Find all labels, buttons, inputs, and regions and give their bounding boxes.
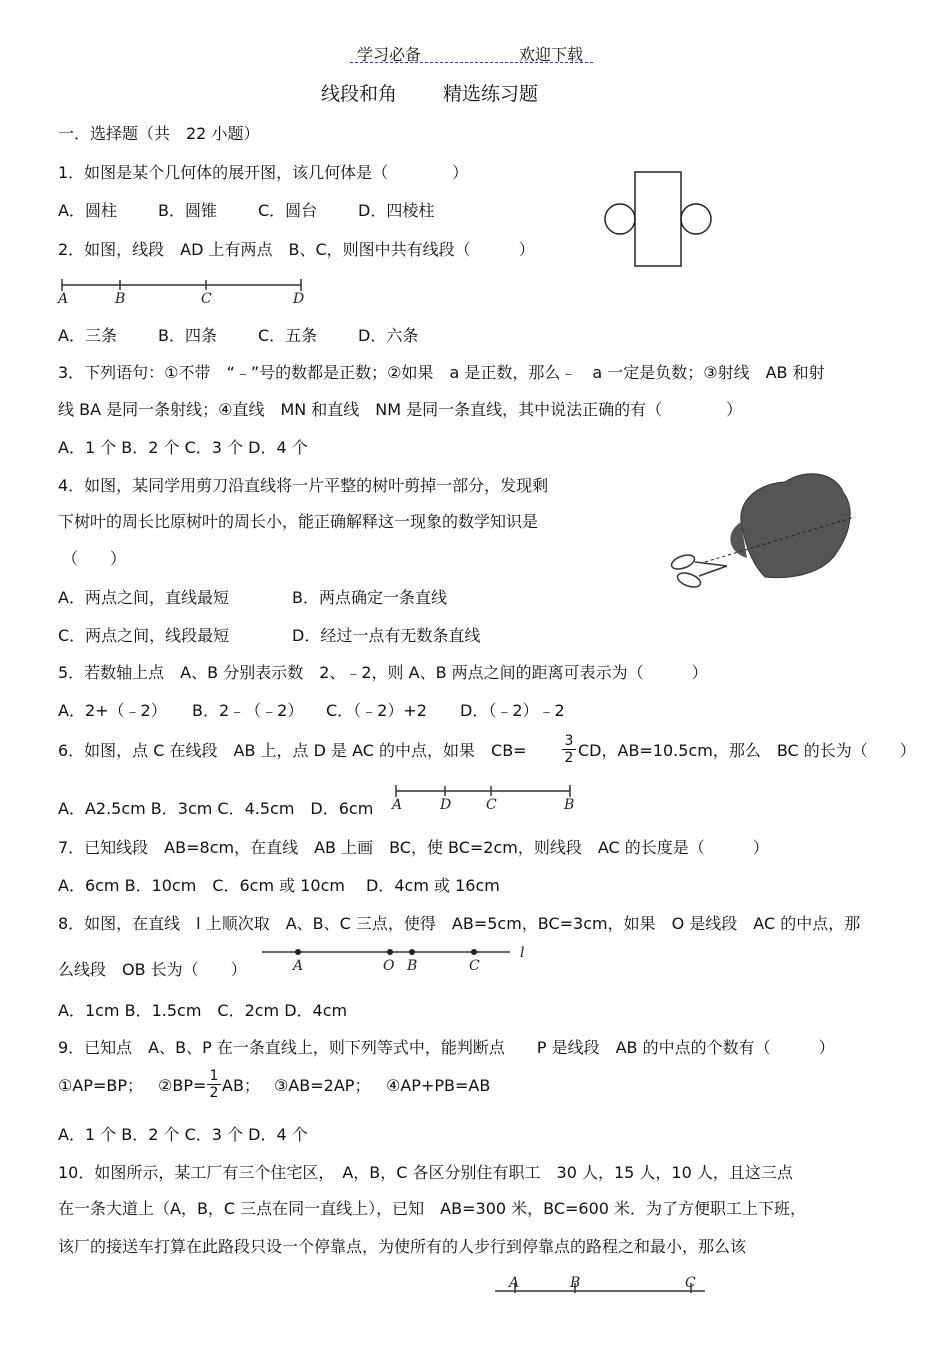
q2-label-d: D	[293, 291, 305, 307]
q4-option-b: B．两点确定一条直线	[292, 588, 447, 607]
q9-condition-4: ④AP+PB=AB	[386, 1076, 491, 1095]
q8-options: A．1cm B．1.5cm C．2cm D．4cm	[58, 1001, 348, 1020]
q8-label-l: l	[520, 945, 525, 961]
q8-label-o: O	[383, 958, 395, 974]
q9-options: A．1 个 B．2 个 C．3 个 D．4 个	[58, 1125, 308, 1144]
header-divider	[350, 62, 593, 63]
q3-line2: 线 BA 是同一条射线；④直线 MN 和直线 NM 是同一条直线，其中说法正确的有（ ）	[58, 400, 743, 419]
q3-line1: 3．下列语句：①不带 “﹣”号的数都是正数；②如果 a 是正数，那么﹣ a 一定是负数；③射线 AB 和射	[58, 363, 825, 382]
q9-stem: 9．已知点 A、B、P 在一条直线上，则下列等式中，能判断点 P 是线段 AB 的中点的个数有（ ）	[58, 1038, 835, 1057]
q4-line3: （ ）	[62, 549, 127, 568]
q1-option-c: C．圆台	[258, 201, 318, 220]
q6-fraction	[562, 733, 576, 766]
q6-options: A．A2.5cm B．3cm C．4.5cm D．6cm	[58, 799, 374, 818]
q10-road-figure	[493, 1275, 713, 1300]
q2-stem: 2．如图，线段 AD 上有两点 B、C，则图中共有线段（ ）	[58, 240, 535, 259]
q9-condition-1: ①AP=BP；	[58, 1076, 143, 1095]
q2-segment-figure	[58, 278, 308, 308]
q8-line2: 么线段 OB 长为（ ）	[58, 960, 247, 979]
q10-line1: 10．如图所示，某工厂有三个住宅区， A，B，C 各区分别住有职工 30 人，15 人，10 人，且这三点	[58, 1163, 793, 1182]
q1-option-d: D．四棱柱	[358, 201, 435, 220]
q5-option-c: C．（﹣2）+2	[326, 701, 427, 720]
q7-stem: 7．已知线段 AB=8cm，在直线 AB 上画 BC，使 BC=2cm，则线段 AC 的长度是（ ）	[58, 838, 769, 857]
q8-line-figure	[262, 938, 542, 976]
q2-option-d: D．六条	[358, 326, 419, 345]
q1-option-b: B．圆锥	[158, 201, 217, 220]
q6-stem-a: 6．如图，点 C 在线段 AB 上，点 D 是 AC 的中点，如果 CB=	[58, 741, 527, 760]
q2-option-a: A．三条	[58, 326, 117, 345]
q10-label-b: B	[570, 1275, 581, 1291]
q2-label-b: B	[115, 291, 126, 307]
q6-label-b: B	[564, 797, 575, 813]
header-right: 欢迎下载	[519, 45, 584, 64]
q2-label-a: A	[58, 291, 69, 307]
q4-line2: 下树叶的周长比原树叶的周长小，能正确解释这一现象的数学知识是	[58, 512, 539, 531]
q4-option-a: A．两点之间，直线最短	[58, 588, 229, 607]
section-heading: 一．选择题（共 22 小题）	[58, 124, 260, 143]
q9-fraction-num: 1	[209, 1068, 219, 1084]
q10-line2: 在一条大道上（A，B，C 三点在同一直线上），已知 AB=300 米，BC=600 米．为了方便职工上下班，	[58, 1199, 807, 1218]
q6-label-a: A	[392, 797, 403, 813]
q1-stem: 1．如图是某个几何体的展开图，该几何体是（ ）	[58, 163, 469, 182]
q9-condition-2a: ②BP=	[158, 1076, 207, 1095]
title-part1: 线段和角	[321, 83, 398, 105]
q5-option-d: D．（﹣2）﹣2	[460, 701, 565, 720]
header-left: 学习必备	[357, 45, 422, 64]
q10-line3: 该厂的接送车打算在此路段只设一个停靠点，为使所有的人步行到停靠点的路程之和最小，那么该	[58, 1237, 747, 1256]
q8-label-a: A	[293, 958, 304, 974]
q9-fraction	[207, 1068, 221, 1101]
q9-condition-2b: AB；	[222, 1076, 260, 1095]
q2-label-c: C	[201, 291, 212, 307]
q1-net-figure	[600, 168, 720, 273]
q5-option-b: B．2﹣（﹣2）	[192, 701, 304, 720]
q6-fraction-den: 2	[562, 749, 576, 766]
q2-option-b: B．四条	[158, 326, 217, 345]
q10-label-a: A	[509, 1275, 520, 1291]
q9-condition-3: ③AB=2AP；	[274, 1076, 371, 1095]
q4-line1: 4．如图，某同学用剪刀沿直线将一片平整的树叶剪掉一部分，发现剩	[58, 476, 549, 495]
q9-fraction-den: 2	[207, 1084, 221, 1101]
q4-leaf-scissors-figure	[665, 462, 865, 612]
q7-options: A．6cm B．10cm C．6cm 或 10cm D．4cm 或 16cm	[58, 876, 500, 895]
q8-label-c: C	[469, 958, 480, 974]
q3-options: A．1 个 B．2 个 C．3 个 D．4 个	[58, 438, 308, 457]
q8-label-b: B	[407, 958, 418, 974]
q5-stem: 5．若数轴上点 A、B 分别表示数 2、﹣2，则 A、B 两点之间的距离可表示为（ ）	[58, 663, 708, 682]
q6-fraction-num: 3	[564, 733, 574, 749]
q6-label-d: D	[440, 797, 452, 813]
title-part2: 精选练习题	[443, 83, 539, 105]
q6-stem-b: CD，AB=10.5cm，那么 BC 的长为（ ）	[578, 741, 916, 760]
q6-segment-figure	[390, 782, 580, 812]
q2-option-c: C．五条	[258, 326, 318, 345]
q10-label-c: C	[685, 1275, 696, 1291]
q4-option-d: D．经过一点有无数条直线	[292, 626, 481, 645]
q6-label-c: C	[486, 797, 497, 813]
q1-option-a: A．圆柱	[58, 201, 117, 220]
q4-option-c: C．两点之间，线段最短	[58, 626, 230, 645]
q8-line1: 8．如图，在直线 l 上顺次取 A、B、C 三点，使得 AB=5cm，BC=3cm，如果 O 是线段 AC 的中点，那	[58, 914, 861, 933]
q5-option-a: A．2+（﹣2）	[58, 701, 167, 720]
